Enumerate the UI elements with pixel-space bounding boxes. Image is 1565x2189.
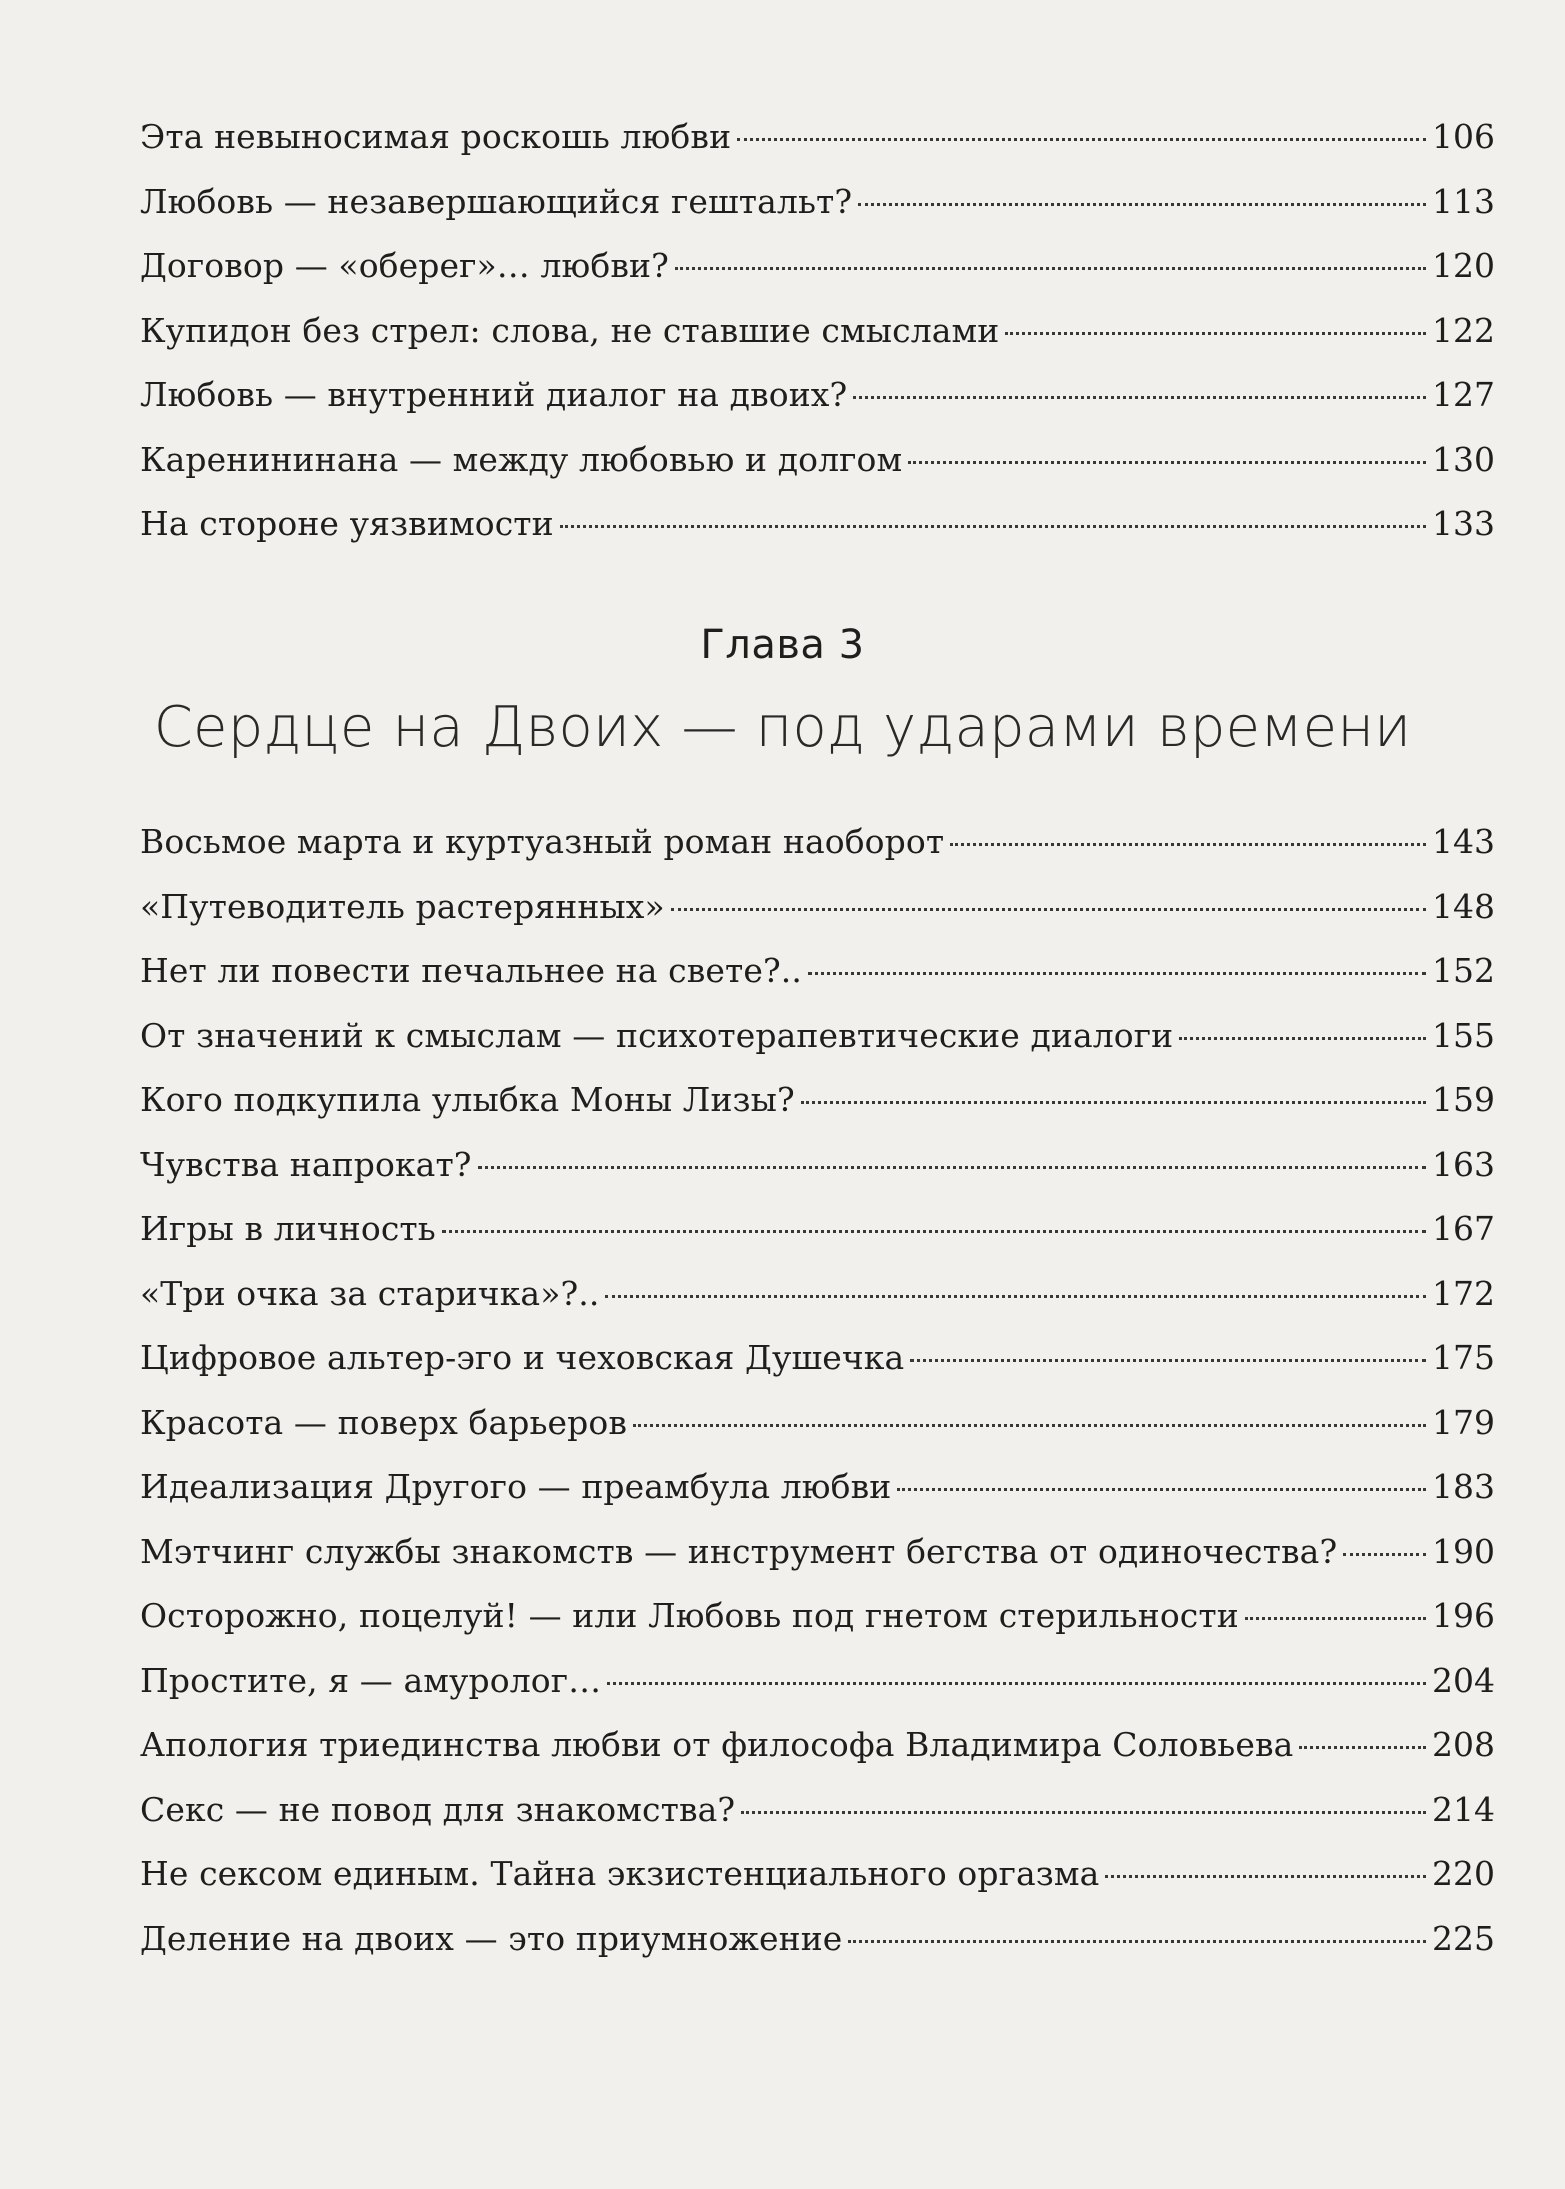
- toc-entry-title: Кого подкупила улыбка Моны Лизы?: [140, 1080, 795, 1119]
- toc-entry-page: 113: [1432, 181, 1495, 221]
- toc-entry-title: Любовь — незавершающийся гештальт?: [140, 181, 853, 221]
- toc-entry-title: Договор — «оберег»… любви?: [140, 246, 669, 285]
- toc-entry: [140, 1713, 1495, 1778]
- toc-entry-title: Деление на двоих — это приумножение: [140, 1918, 843, 1958]
- dot-leader: [1299, 1746, 1426, 1749]
- dot-leader: [1343, 1553, 1426, 1556]
- dot-leader: [950, 843, 1426, 846]
- dot-leader: [910, 1359, 1426, 1362]
- toc-entry-page: 133: [1432, 504, 1495, 543]
- toc-entry-page: 159: [1432, 1080, 1495, 1119]
- toc-entry-page: 152: [1432, 951, 1495, 990]
- toc-section-top: [140, 105, 1495, 557]
- toc-entry-page: 214: [1432, 1789, 1495, 1829]
- dot-leader: [858, 203, 1426, 206]
- toc-entry-title: Идеализация Другого — преамбула любви: [140, 1467, 892, 1506]
- toc-section-bottom: [140, 810, 1495, 1971]
- toc-entry-page: 208: [1432, 1725, 1495, 1764]
- toc-entry-page: 179: [1432, 1402, 1495, 1442]
- toc-entry-title: Мэтчинг службы знакомств — инструмент бегства от одиночества?: [140, 1531, 1338, 1571]
- dot-leader: [1005, 332, 1426, 335]
- dot-leader: [1105, 1875, 1426, 1878]
- toc-entry-page: 163: [1432, 1144, 1495, 1184]
- toc-entry-page: 106: [1432, 117, 1495, 156]
- toc-entry: [140, 1520, 1495, 1585]
- toc-entry: [140, 1133, 1495, 1198]
- toc-entry-title: Секс — не повод для знакомства?: [140, 1789, 736, 1829]
- dot-leader: [607, 1682, 1426, 1685]
- toc-entry-title: Нет ли повести печальнее на свете?..: [140, 951, 802, 990]
- dot-leader: [671, 908, 1426, 911]
- toc-entry-title: Эта невыносимая роскошь любви: [140, 117, 732, 156]
- dot-leader: [801, 1101, 1426, 1104]
- toc-entry: [140, 810, 1495, 875]
- dot-leader: [897, 1488, 1426, 1491]
- toc-entry-title: «Три очка за старичка»?..: [140, 1273, 600, 1313]
- chapter-label: Глава 3: [700, 622, 865, 668]
- toc-entry-page: 172: [1432, 1273, 1495, 1313]
- dot-leader: [737, 138, 1426, 141]
- toc-entry: [140, 105, 1495, 170]
- toc-entry-page: 120: [1432, 246, 1495, 285]
- chapter-title: Сердце на Двоих — под ударами времени: [153, 695, 1412, 760]
- toc-entry: [140, 1326, 1495, 1391]
- dot-leader: [1179, 1037, 1426, 1040]
- toc-entry: [140, 299, 1495, 364]
- toc-entry-title: Апология триединства любви от философа Владимира Соловьева: [140, 1725, 1294, 1764]
- dot-leader: [908, 461, 1426, 464]
- toc-entry-title: Купидон без стрел: слова, не ставшие смыслами: [140, 310, 1000, 350]
- toc-entry-page: 183: [1432, 1467, 1495, 1506]
- dot-leader: [741, 1811, 1426, 1814]
- toc-entry: [140, 875, 1495, 940]
- toc-entry: [140, 234, 1495, 299]
- toc-entry-page: 225: [1432, 1918, 1495, 1958]
- toc-entry: [140, 492, 1495, 557]
- toc-entry: [140, 1262, 1495, 1327]
- toc-entry: [140, 170, 1495, 235]
- toc-entry-title: Восьмое марта и куртуазный роман наоборот: [140, 822, 945, 861]
- toc-entry-title: «Путеводитель растерянных»: [140, 886, 665, 926]
- toc-entry-title: Каренининана — между любовью и долгом: [140, 439, 903, 479]
- toc-entry-title: Не сексом единым. Тайна экзистенциального оргазма: [140, 1854, 1100, 1893]
- toc-entry-title: На стороне уязвимости: [140, 504, 554, 543]
- toc-entry-page: 127: [1432, 375, 1495, 414]
- toc-entry: [140, 1584, 1495, 1649]
- toc-entry: [140, 1649, 1495, 1714]
- dot-leader: [633, 1424, 1426, 1427]
- toc-entry-title: Простите, я — амуролог…: [140, 1660, 602, 1700]
- toc-entry-title: От значений к смыслам — психотерапевтические диалоги: [140, 1015, 1174, 1055]
- toc-entry: [140, 1842, 1495, 1907]
- toc-entry-page: 130: [1432, 439, 1495, 479]
- toc-entry-title: Любовь — внутренний диалог на двоих?: [140, 375, 848, 414]
- toc-entry-page: 122: [1432, 310, 1495, 350]
- toc-entry-title: Чувства напрокат?: [140, 1144, 472, 1184]
- dot-leader: [478, 1166, 1426, 1169]
- dot-leader: [605, 1295, 1426, 1298]
- dot-leader: [442, 1230, 1426, 1233]
- toc-entry-page: 196: [1432, 1596, 1495, 1635]
- toc-entry-page: 204: [1432, 1660, 1495, 1700]
- dot-leader: [853, 396, 1426, 399]
- toc-entry: [140, 1455, 1495, 1520]
- toc-entry: [140, 1907, 1495, 1972]
- toc-entry: [140, 939, 1495, 1004]
- toc-entry-title: Цифровое альтер-эго и чеховская Душечка: [140, 1338, 905, 1377]
- toc-entry-page: 148: [1432, 886, 1495, 926]
- toc-entry-page: 220: [1432, 1854, 1495, 1893]
- dot-leader: [1245, 1617, 1426, 1620]
- toc-entry-page: 175: [1432, 1338, 1495, 1377]
- toc-entry-title: Осторожно, поцелуй! — или Любовь под гнетом стерильности: [140, 1596, 1239, 1635]
- toc-entry-title: Красота — поверх барьеров: [140, 1402, 628, 1442]
- toc-entry-page: 143: [1432, 822, 1495, 861]
- dot-leader: [848, 1940, 1426, 1943]
- toc-entry: [140, 363, 1495, 428]
- toc-entry-page: 167: [1432, 1209, 1495, 1248]
- dot-leader: [808, 972, 1426, 975]
- toc-entry: [140, 428, 1495, 493]
- toc-entry: [140, 1004, 1495, 1069]
- toc-entry-page: 155: [1432, 1015, 1495, 1055]
- toc-entry: [140, 1778, 1495, 1843]
- toc-entry: [140, 1068, 1495, 1133]
- dot-leader: [675, 267, 1426, 270]
- toc-entry: [140, 1197, 1495, 1262]
- dot-leader: [560, 525, 1426, 528]
- toc-entry-page: 190: [1432, 1531, 1495, 1571]
- toc-entry: [140, 1391, 1495, 1456]
- toc-entry-title: Игры в личность: [140, 1209, 436, 1248]
